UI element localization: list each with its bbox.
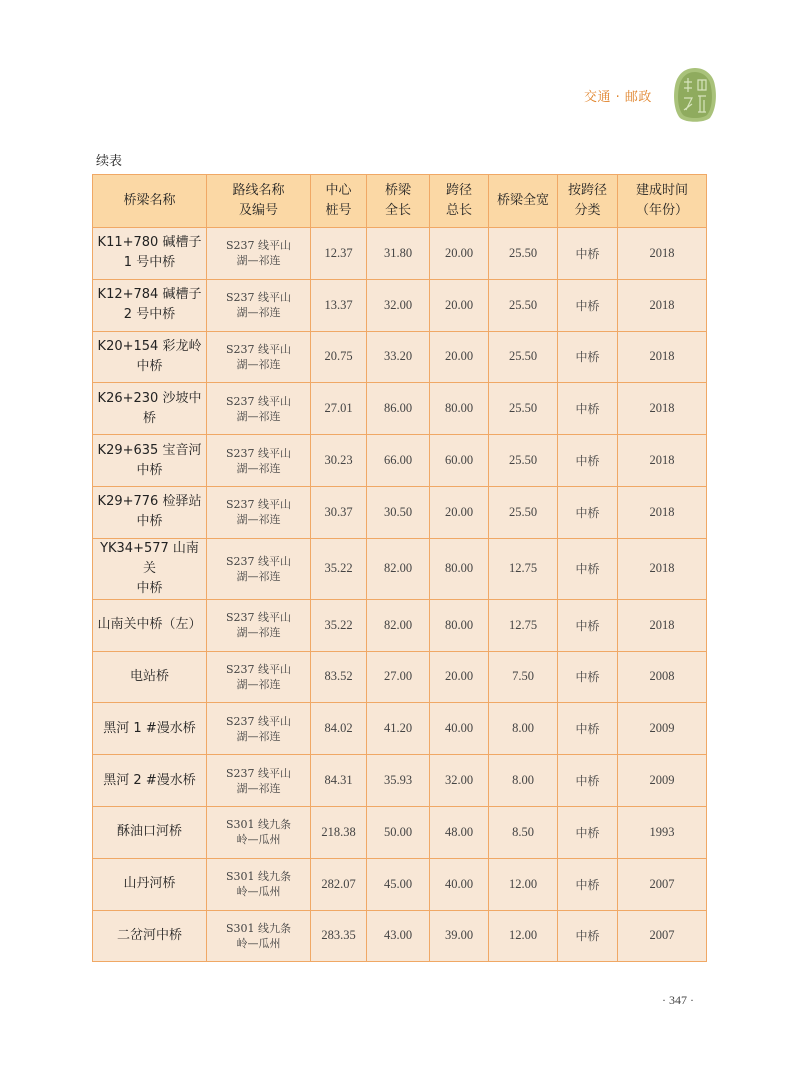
cell-center-stake: 27.01: [311, 383, 367, 435]
cell-span-class: 中桥: [558, 228, 618, 280]
cell-span-class: 中桥: [558, 703, 618, 755]
cell-span-length: 39.00: [430, 910, 489, 962]
cell-route: S301 线九条 岭—瓜州: [207, 910, 311, 962]
column-header-built-year: 建成时间 （年份）: [618, 175, 707, 228]
cell-name: 酥油口河桥: [93, 806, 207, 858]
cell-center-stake: 35.22: [311, 599, 367, 651]
cell-built-year: 2018: [618, 331, 707, 383]
table-body: [93, 228, 707, 962]
table-row: [93, 806, 707, 858]
cell-total-length: 50.00: [367, 806, 430, 858]
cell-center-stake: 12.37: [311, 228, 367, 280]
cell-route: S237 线平山 湖—祁连: [207, 538, 311, 599]
cell-total-length: 82.00: [367, 538, 430, 599]
cell-route: S237 线平山 湖—祁连: [207, 383, 311, 435]
cell-name: K12+784 碱槽子 2 号中桥: [93, 279, 207, 331]
bridge-table: [92, 174, 707, 962]
cell-route: S237 线平山 湖—祁连: [207, 599, 311, 651]
cell-name: K29+635 宝音河 中桥: [93, 435, 207, 487]
seal-stamp-icon: [672, 66, 718, 124]
cell-center-stake: 35.22: [311, 538, 367, 599]
table-row: [93, 383, 707, 435]
column-header-span-length: 跨径 总长: [430, 175, 489, 228]
cell-width: 12.75: [489, 538, 558, 599]
cell-width: 25.50: [489, 279, 558, 331]
cell-width: 8.50: [489, 806, 558, 858]
cell-built-year: 2018: [618, 383, 707, 435]
cell-built-year: 2018: [618, 486, 707, 538]
cell-built-year: 2018: [618, 279, 707, 331]
cell-name: 电站桥: [93, 651, 207, 703]
cell-route: S237 线平山 湖—祁连: [207, 703, 311, 755]
cell-total-length: 41.20: [367, 703, 430, 755]
cell-center-stake: 13.37: [311, 279, 367, 331]
cell-width: 25.50: [489, 486, 558, 538]
cell-built-year: 1993: [618, 806, 707, 858]
cell-name: 山丹河桥: [93, 858, 207, 910]
cell-width: 12.00: [489, 910, 558, 962]
cell-built-year: 2018: [618, 228, 707, 280]
cell-span-length: 20.00: [430, 228, 489, 280]
cell-span-class: 中桥: [558, 486, 618, 538]
cell-width: 8.00: [489, 755, 558, 807]
cell-total-length: 27.00: [367, 651, 430, 703]
cell-span-length: 20.00: [430, 331, 489, 383]
cell-span-length: 20.00: [430, 651, 489, 703]
cell-name: K29+776 检驿站 中桥: [93, 486, 207, 538]
cell-route: S301 线九条 岭—瓜州: [207, 806, 311, 858]
cell-width: 8.00: [489, 703, 558, 755]
cell-name: K26+230 沙坡中 桥: [93, 383, 207, 435]
cell-span-class: 中桥: [558, 279, 618, 331]
cell-built-year: 2007: [618, 858, 707, 910]
table-row: [93, 486, 707, 538]
cell-total-length: 31.80: [367, 228, 430, 280]
table-row: [93, 755, 707, 807]
cell-total-length: 32.00: [367, 279, 430, 331]
cell-width: 12.75: [489, 599, 558, 651]
cell-span-class: 中桥: [558, 858, 618, 910]
cell-span-length: 80.00: [430, 538, 489, 599]
cell-center-stake: 20.75: [311, 331, 367, 383]
cell-name: 二岔河中桥: [93, 910, 207, 962]
cell-route: S237 线平山 湖—祁连: [207, 651, 311, 703]
cell-center-stake: 30.23: [311, 435, 367, 487]
cell-total-length: 30.50: [367, 486, 430, 538]
cell-span-class: 中桥: [558, 755, 618, 807]
cell-route: S237 线平山 湖—祁连: [207, 228, 311, 280]
cell-built-year: 2009: [618, 703, 707, 755]
table-caption: 续表: [96, 154, 123, 169]
cell-route: S237 线平山 湖—祁连: [207, 331, 311, 383]
cell-name: 山南关中桥（左）: [93, 599, 207, 651]
table-header-row: [93, 175, 707, 228]
cell-total-length: 82.00: [367, 599, 430, 651]
cell-width: 25.50: [489, 331, 558, 383]
cell-name: 黑河 1 #漫水桥: [93, 703, 207, 755]
cell-built-year: 2018: [618, 435, 707, 487]
table-row: [93, 538, 707, 599]
cell-built-year: 2018: [618, 599, 707, 651]
table-row: [93, 599, 707, 651]
cell-span-length: 32.00: [430, 755, 489, 807]
cell-center-stake: 30.37: [311, 486, 367, 538]
cell-span-length: 40.00: [430, 858, 489, 910]
cell-center-stake: 282.07: [311, 858, 367, 910]
cell-name: K20+154 彩龙岭 中桥: [93, 331, 207, 383]
cell-center-stake: 283.35: [311, 910, 367, 962]
cell-span-class: 中桥: [558, 435, 618, 487]
column-header-name: 桥梁名称: [93, 175, 207, 228]
cell-built-year: 2018: [618, 538, 707, 599]
cell-center-stake: 84.02: [311, 703, 367, 755]
cell-center-stake: 84.31: [311, 755, 367, 807]
cell-span-class: 中桥: [558, 806, 618, 858]
cell-total-length: 35.93: [367, 755, 430, 807]
table-row: [93, 703, 707, 755]
page-number: · 347 ·: [662, 993, 694, 1007]
cell-span-class: 中桥: [558, 910, 618, 962]
cell-route: S301 线九条 岭—瓜州: [207, 858, 311, 910]
cell-center-stake: 83.52: [311, 651, 367, 703]
cell-width: 25.50: [489, 383, 558, 435]
table-row: [93, 651, 707, 703]
cell-width: 7.50: [489, 651, 558, 703]
cell-total-length: 33.20: [367, 331, 430, 383]
table-row: [93, 331, 707, 383]
cell-span-length: 20.00: [430, 486, 489, 538]
column-header-total-length: 桥梁 全长: [367, 175, 430, 228]
table-row: [93, 435, 707, 487]
cell-total-length: 43.00: [367, 910, 430, 962]
cell-route: S237 线平山 湖—祁连: [207, 279, 311, 331]
column-header-route: 路线名称 及编号: [207, 175, 311, 228]
column-header-center-stake: 中心 桩号: [311, 175, 367, 228]
cell-span-class: 中桥: [558, 599, 618, 651]
cell-center-stake: 218.38: [311, 806, 367, 858]
cell-span-length: 40.00: [430, 703, 489, 755]
cell-span-class: 中桥: [558, 383, 618, 435]
table-row: [93, 858, 707, 910]
cell-built-year: 2009: [618, 755, 707, 807]
cell-span-length: 48.00: [430, 806, 489, 858]
cell-span-class: 中桥: [558, 538, 618, 599]
cell-width: 12.00: [489, 858, 558, 910]
cell-span-class: 中桥: [558, 651, 618, 703]
cell-route: S237 线平山 湖—祁连: [207, 435, 311, 487]
cell-total-length: 45.00: [367, 858, 430, 910]
cell-span-length: 80.00: [430, 383, 489, 435]
column-header-width: 桥梁全宽: [489, 175, 558, 228]
table-row: [93, 279, 707, 331]
cell-span-length: 20.00: [430, 279, 489, 331]
cell-name: K11+780 碱槽子 1 号中桥: [93, 228, 207, 280]
cell-route: S237 线平山 湖—祁连: [207, 486, 311, 538]
cell-total-length: 66.00: [367, 435, 430, 487]
table-row: [93, 228, 707, 280]
column-header-span-class: 按跨径 分类: [558, 175, 618, 228]
cell-span-length: 60.00: [430, 435, 489, 487]
section-header: 交通 · 邮政: [584, 90, 652, 105]
table-row: [93, 910, 707, 962]
cell-span-length: 80.00: [430, 599, 489, 651]
cell-route: S237 线平山 湖—祁连: [207, 755, 311, 807]
cell-width: 25.50: [489, 435, 558, 487]
cell-span-class: 中桥: [558, 331, 618, 383]
cell-name: 黑河 2 #漫水桥: [93, 755, 207, 807]
cell-name: YK34+577 山南关 中桥: [93, 538, 207, 599]
cell-built-year: 2008: [618, 651, 707, 703]
cell-built-year: 2007: [618, 910, 707, 962]
cell-width: 25.50: [489, 228, 558, 280]
cell-total-length: 86.00: [367, 383, 430, 435]
